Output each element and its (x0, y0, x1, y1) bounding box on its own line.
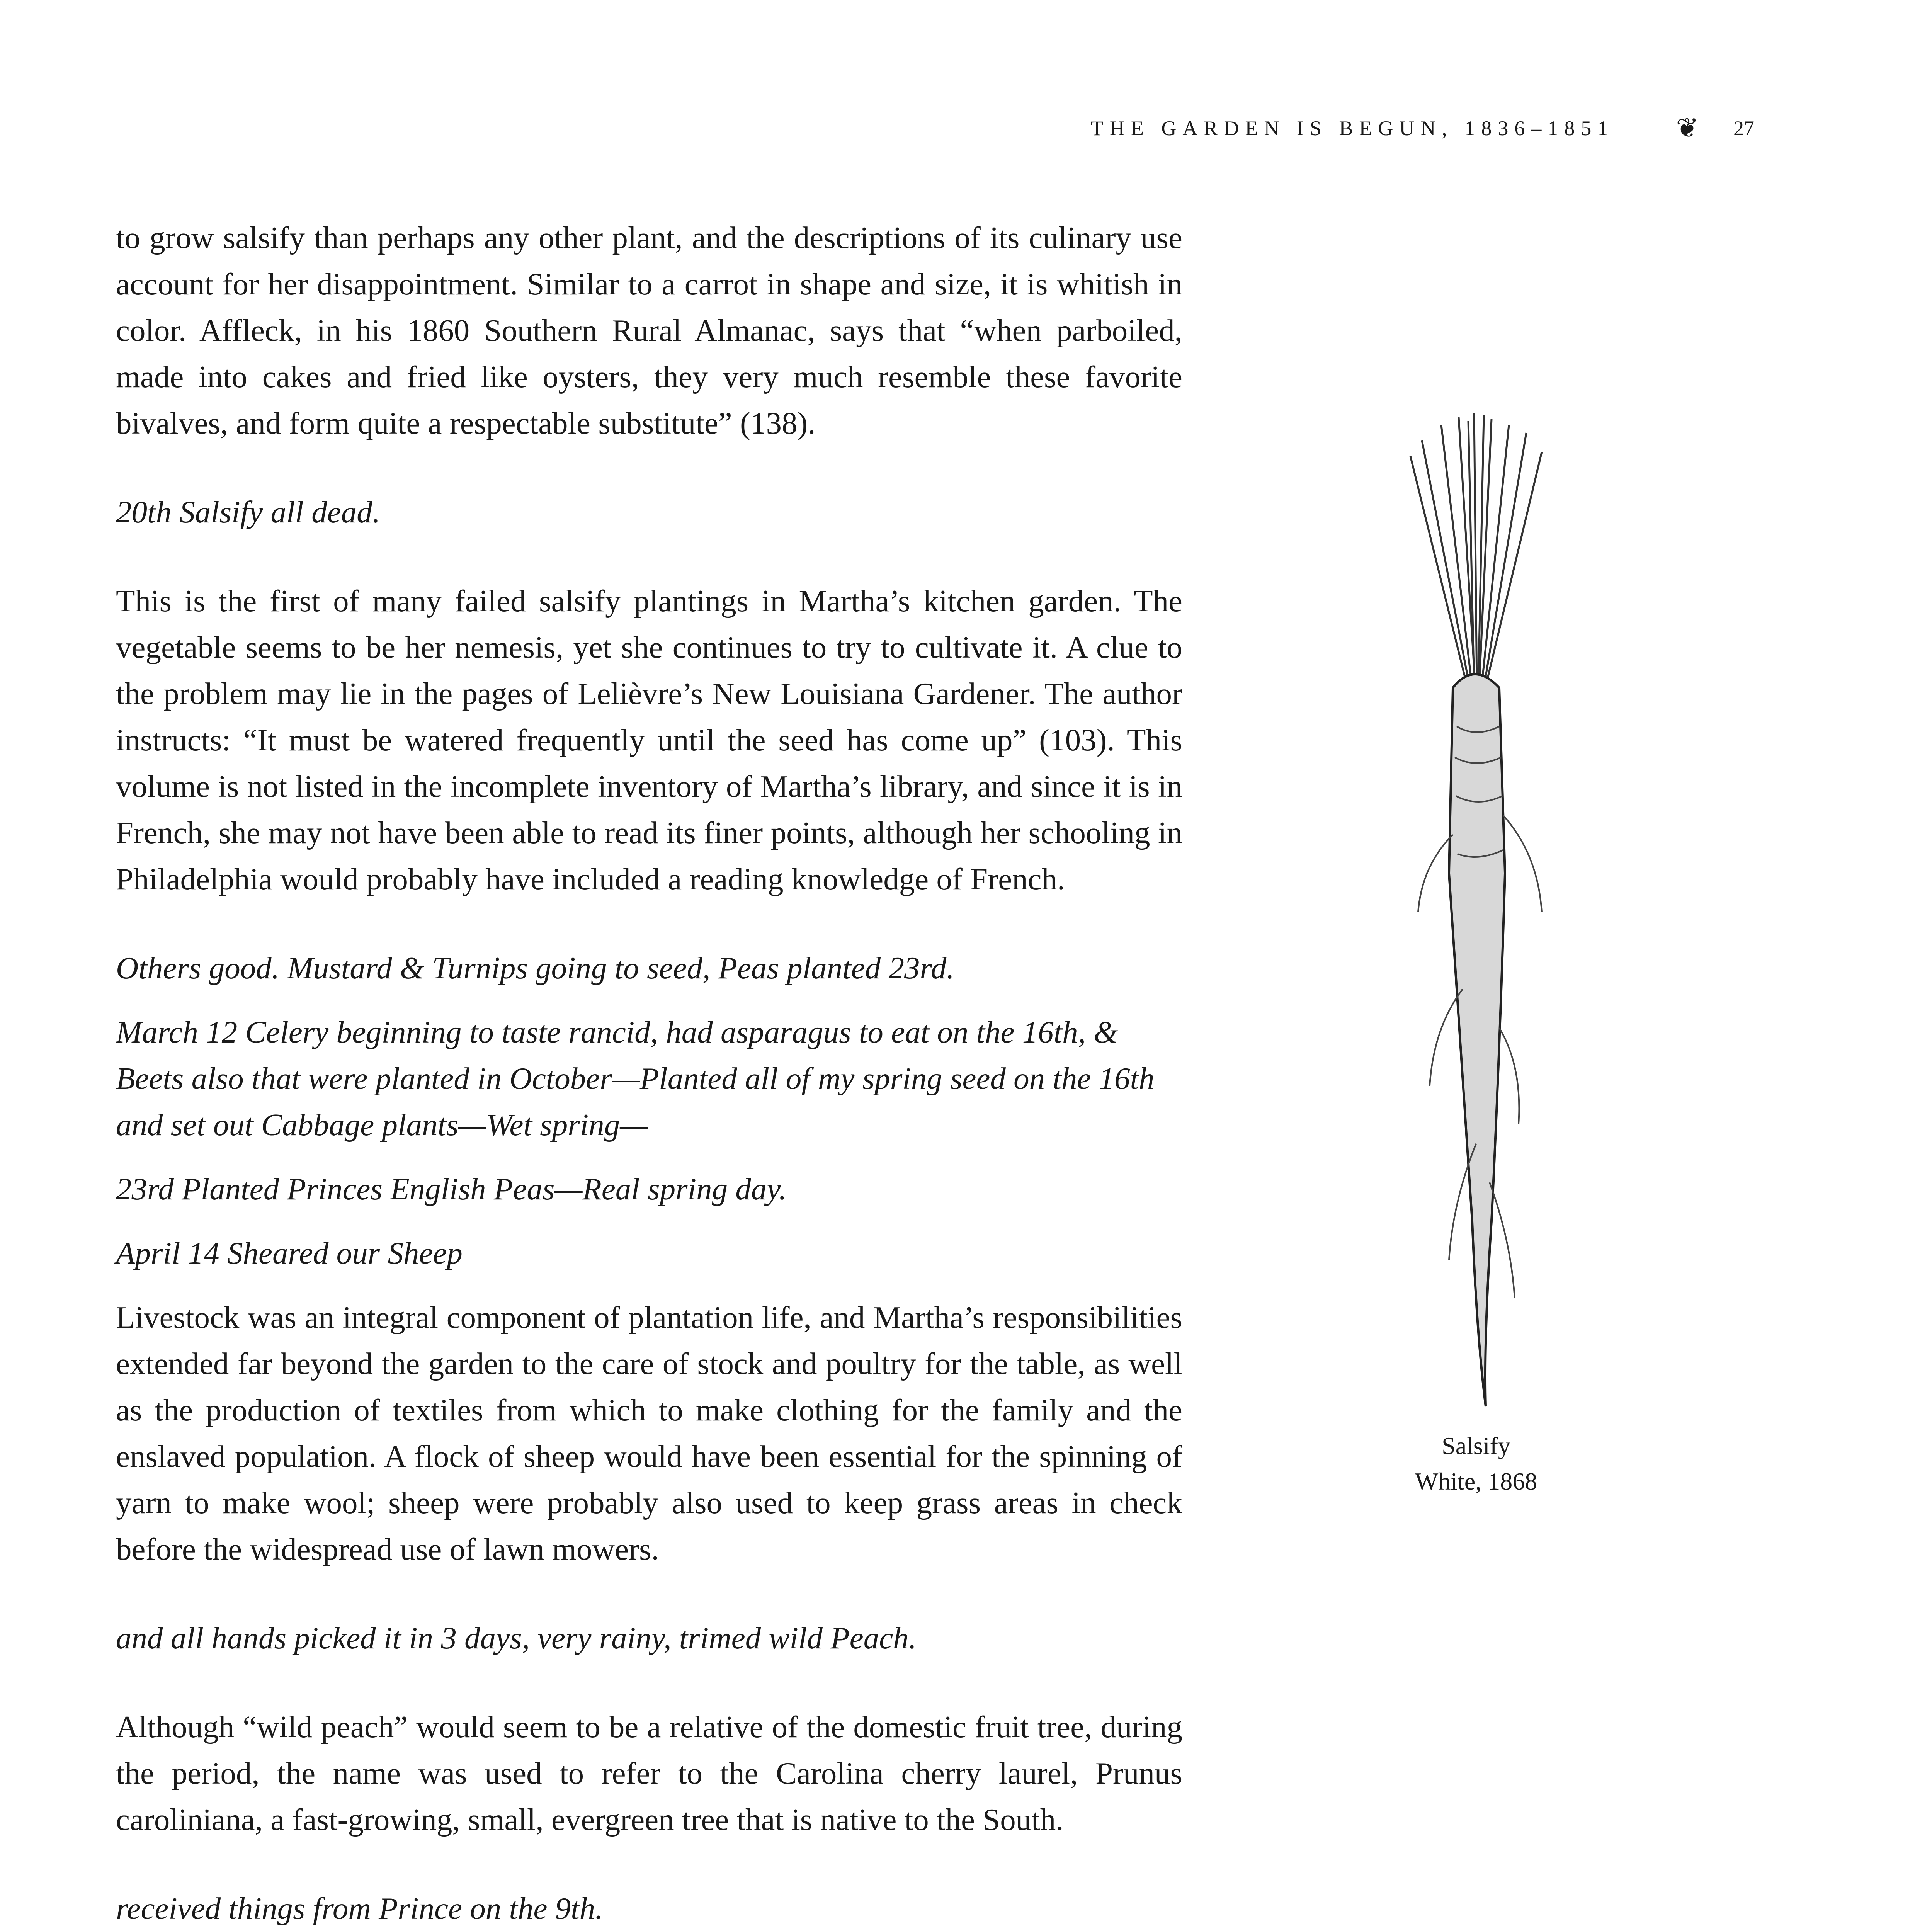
figure-caption (1360, 1428, 1592, 1499)
salsify-root-illustration (1376, 410, 1577, 1414)
commentary-paragraph: Livestock was an integral component of plantation life, and Martha’s responsibilities extended far beyond the garden to the care of stock and poultry for the table, as well as the production of textiles from which to make clothing for the family and the enslaved population. A flock of sheep would have been essential for the spinning of yarn to make wool; sheep were probably also used to keep grass areas in check before the widespread use of lawn mowers. (116, 1300, 1182, 1566)
leaf-ornament-icon: ❦ (1676, 114, 1699, 143)
diary-entry: 23rd Planted Princes English Peas—Real spring day. (116, 1172, 787, 1206)
caption-source: White, 1868 (1415, 1468, 1537, 1495)
diary-entry: March 12 Celery beginning to taste rancid, had asparagus to eat on the 16th, & Beets also that were planted in October—Planted all of my spring seed on the 16th and set out Cabbage plants—Wet spring— (116, 1015, 1155, 1142)
salsify-figure (1360, 410, 1592, 1499)
running-head (1091, 112, 1754, 144)
diary-entry: and all hands picked it in 3 days, very rainy, trimed wild Peach. (116, 1621, 917, 1655)
diary-entry: Others good. Mustard & Turnips going to seed, Peas planted 23rd. (116, 951, 954, 985)
commentary-paragraph: Although “wild peach” would seem to be a relative of the domestic fruit tree, during the period, the name was used to refer to the Carolina cherry laurel, Prunus caroliniana, a fast-growing, small, evergreen tree that is native to the South. (116, 1709, 1182, 1837)
main-text-column (116, 214, 1182, 1932)
page-number: 27 (1733, 116, 1754, 140)
commentary-paragraph: to grow salsify than perhaps any other plant, and the descriptions of its culinary use account for her disappointment. Similar to a carrot in shape and size, it is whitish in color. Affleck, in his 1860 Southern Rural Almanac, says that “when parboiled, made into cakes and fried like oysters, they very much resemble these favorite bivalves, and form quite a respectable substitute” (138). (116, 220, 1182, 440)
commentary-paragraph: This is the first of many failed salsify plantings in Martha’s kitchen garden. The vegetable seems to be her nemesis, yet she continues to try to cultivate it. A clue to the problem may lie in the pages of Lelièvre’s New Louisiana Gardener. The author instructs: “It must be watered frequently until the seed has come up” (103). This volume is not listed in the incomplete inventory of Martha’s library, and since it is in French, she may not have been able to read its finer points, although her schooling in Philadelphia would probably have included a reading knowledge of French. (116, 583, 1182, 896)
diary-entry: April 14 Sheared our Sheep (116, 1236, 463, 1270)
diary-entry: 20th Salsify all dead. (116, 495, 380, 529)
running-title: THE GARDEN IS BEGUN, 1836–1851 (1090, 116, 1614, 140)
diary-entry: received things from Prince on the 9th. (116, 1891, 603, 1926)
caption-title: Salsify (1442, 1432, 1510, 1459)
